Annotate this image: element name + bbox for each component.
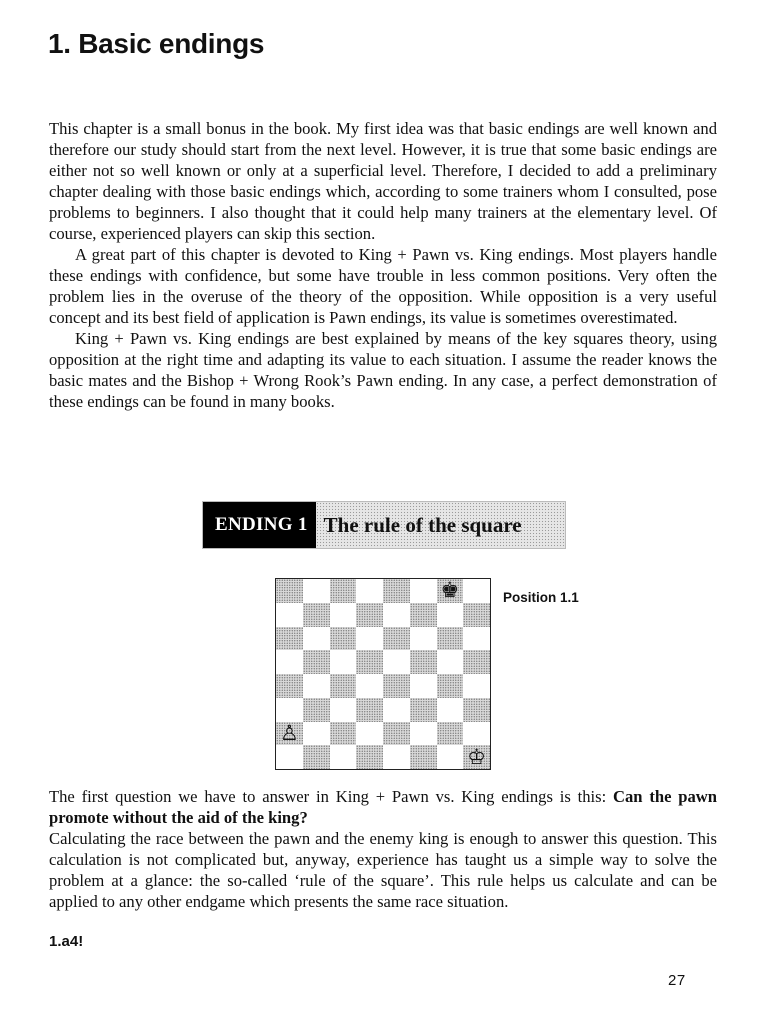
- square-g7: [437, 603, 464, 627]
- question-paragraph: [49, 786, 717, 828]
- square-h3: [463, 698, 490, 722]
- intro-paragraph-2: A great part of this chapter is devoted to King + Pawn vs. King endings. Most players handle these endings with confidence, but some have trouble in less common positions. Very often the problem lies in the overuse of the theory of the opposition. While opposition is a very useful concept and its best field of application is Pawn endings, its value is sometimes overestimated.: [49, 245, 717, 327]
- square-c3: [330, 698, 357, 722]
- square-h6: [463, 627, 490, 651]
- square-b7: [303, 603, 330, 627]
- square-d6: [356, 627, 383, 651]
- square-a6: [276, 627, 303, 651]
- intro-paragraph-1: This chapter is a small bonus in the book. My first idea was that basic endings are well known and therefore our study should start from the next level. However, it is true that some basic endings are either not so well known or only at a superficial level. Therefore, I decided to add a preliminary chapter dealing with those basic endings which, according to some trainers whom I consulted, pose problems to beginners. I also thought that it could help many trainers at the elementary level. Of course, experienced players can skip this section.: [49, 119, 717, 243]
- move-notation: 1.a4!: [49, 933, 84, 950]
- square-a1: [276, 745, 303, 769]
- square-h5: [463, 650, 490, 674]
- square-b1: [303, 745, 330, 769]
- chess-board: [275, 578, 491, 770]
- square-g3: [437, 698, 464, 722]
- square-d5: [356, 650, 383, 674]
- square-c6: [330, 627, 357, 651]
- square-g4: [437, 674, 464, 698]
- square-b2: [303, 722, 330, 746]
- square-d2: [356, 722, 383, 746]
- square-e8: [383, 579, 410, 603]
- black-king-icon: ♚: [440, 578, 460, 603]
- question-text: [49, 786, 717, 912]
- square-c4: [330, 674, 357, 698]
- intro-paragraph-3: King + Pawn vs. King endings are best explained by means of the key squares theory, using opposition at the right time and adapting its value to each situation. I assume the reader knows the basic mates and the Bishop + Wrong Rook’s Pawn ending. In any case, a perfect demonstration of these endings can be found in many books.: [49, 329, 717, 411]
- question-bold: Can the pawn promote without the aid of the king?: [49, 787, 717, 827]
- page-number: 27: [668, 972, 686, 989]
- square-f7: [410, 603, 437, 627]
- square-f3: [410, 698, 437, 722]
- square-a8: [276, 579, 303, 603]
- square-e1: [383, 745, 410, 769]
- intro-text: [49, 118, 717, 412]
- square-c7: [330, 603, 357, 627]
- square-b4: [303, 674, 330, 698]
- square-a2: [276, 722, 303, 746]
- square-f1: [410, 745, 437, 769]
- question-continuation: Calculating the race between the pawn and the enemy king is enough to answer this question. This calculation is not complicated but, anyway, experience has taught us a simple way to solve the problem at a glance: the so-called ‘rule of the square’. This rule helps us calculate and can be applied to any other endgame which presents the same race situation.: [49, 829, 717, 911]
- white-king-icon: ♔: [467, 744, 487, 769]
- square-b6: [303, 627, 330, 651]
- square-e2: [383, 722, 410, 746]
- square-c5: [330, 650, 357, 674]
- square-d7: [356, 603, 383, 627]
- square-c8: [330, 579, 357, 603]
- square-g8: [437, 579, 464, 603]
- white-pawn-icon: ♙: [279, 720, 299, 745]
- square-b8: [303, 579, 330, 603]
- square-h4: [463, 674, 490, 698]
- square-g2: [437, 722, 464, 746]
- ending-label: ENDING 1: [203, 502, 316, 548]
- chapter-title: 1. Basic endings: [48, 28, 265, 59]
- square-h8: [463, 579, 490, 603]
- square-e3: [383, 698, 410, 722]
- square-c2: [330, 722, 357, 746]
- square-a4: [276, 674, 303, 698]
- square-a5: [276, 650, 303, 674]
- square-h1: [463, 745, 490, 769]
- square-h7: [463, 603, 490, 627]
- square-f2: [410, 722, 437, 746]
- square-f8: [410, 579, 437, 603]
- square-h2: [463, 722, 490, 746]
- ending-header: [202, 501, 566, 549]
- square-e4: [383, 674, 410, 698]
- square-a3: [276, 698, 303, 722]
- position-label: Position 1.1: [503, 590, 579, 605]
- square-d8: [356, 579, 383, 603]
- square-e6: [383, 627, 410, 651]
- square-d3: [356, 698, 383, 722]
- square-d1: [356, 745, 383, 769]
- square-b5: [303, 650, 330, 674]
- square-f5: [410, 650, 437, 674]
- square-d4: [356, 674, 383, 698]
- question-lead: The first question we have to answer in King + Pawn vs. King endings is this:: [49, 787, 613, 806]
- square-g5: [437, 650, 464, 674]
- square-e7: [383, 603, 410, 627]
- square-g1: [437, 745, 464, 769]
- square-g6: [437, 627, 464, 651]
- square-e5: [383, 650, 410, 674]
- square-f4: [410, 674, 437, 698]
- square-c1: [330, 745, 357, 769]
- square-b3: [303, 698, 330, 722]
- square-f6: [410, 627, 437, 651]
- square-a7: [276, 603, 303, 627]
- ending-title: The rule of the square: [316, 502, 565, 548]
